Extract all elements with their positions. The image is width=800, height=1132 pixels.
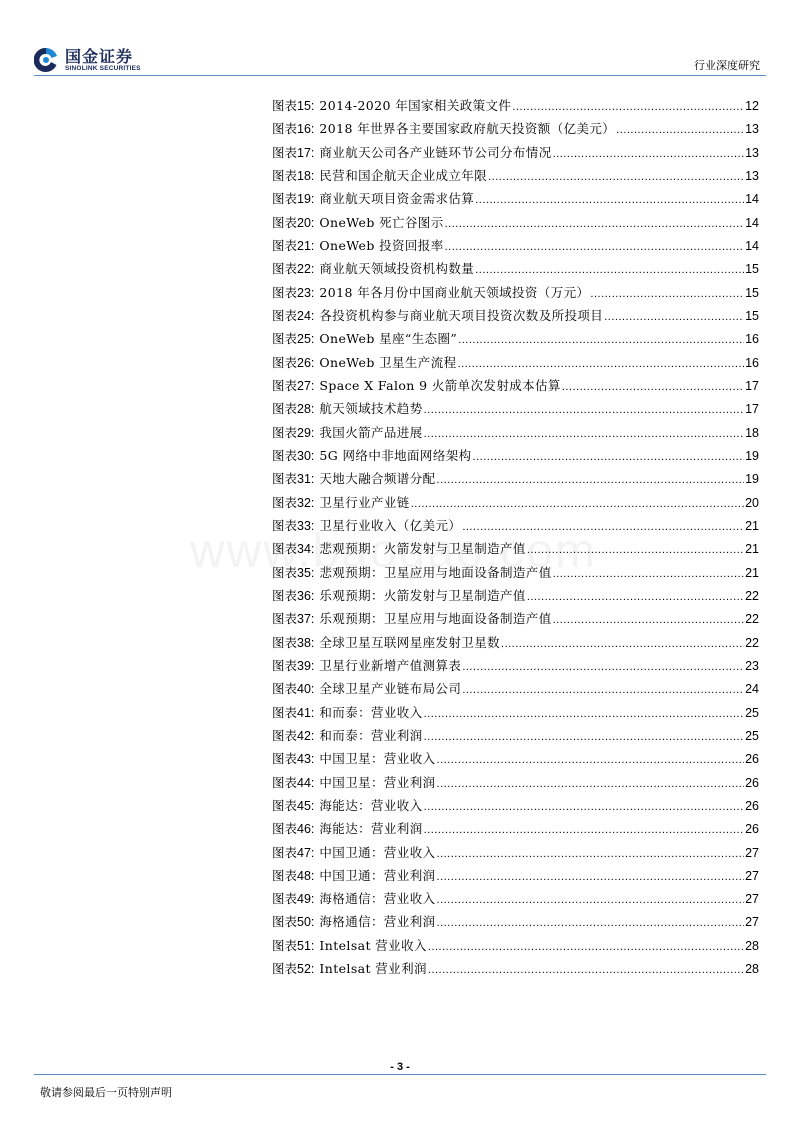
toc-leader-dots (424, 801, 744, 813)
sinolink-logo-icon (34, 47, 58, 73)
logo-chinese-name: 国金证券 (65, 46, 134, 66)
toc-entry-prefix: 图表 (272, 167, 298, 183)
toc-entry-page: 27 (745, 892, 759, 907)
toc-entry[interactable] (272, 376, 759, 399)
toc-entry-title: 海格通信：营业利润 (319, 914, 436, 930)
toc-entry[interactable] (272, 143, 759, 166)
toc-entry-prefix: 图表 (272, 121, 298, 137)
toc-entry-title: 我国火箭产品进展 (319, 424, 423, 440)
toc-entry-number: 30 (297, 448, 311, 463)
toc-entry[interactable] (272, 796, 759, 819)
disclaimer-text: 敬请参阅最后一页特别声明 (40, 1086, 172, 1099)
toc-entry-colon: : (310, 308, 315, 323)
toc-leader-dots (512, 101, 744, 113)
toc-entry-page: 25 (745, 705, 759, 720)
toc-leader-dots (553, 614, 744, 626)
toc-entry-colon: : (310, 425, 315, 440)
toc-entry-number: 18 (297, 168, 311, 183)
toc-entry-number: 17 (297, 145, 311, 160)
toc-entry-number: 29 (297, 425, 311, 440)
toc-leader-dots (428, 964, 744, 976)
toc-entry-title: 中国卫星：营业利润 (319, 774, 436, 790)
toc-entry-prefix: 图表 (272, 144, 298, 160)
toc-entry-page: 27 (745, 915, 759, 930)
toc-entry-prefix: 图表 (272, 424, 298, 440)
toc-leader-dots (527, 544, 744, 556)
toc-leader-dots (437, 754, 745, 766)
toc-leader-dots (553, 148, 744, 160)
toc-entry-title: Space X Falon 9 火箭单次发射成本估算 (319, 377, 561, 393)
toc-entry[interactable] (272, 329, 759, 352)
toc-entry-title: OneWeb 死亡谷图示 (319, 214, 444, 230)
toc-entry-number: 48 (297, 868, 311, 883)
toc-entry-colon: : (310, 332, 315, 347)
toc-entry-number: 50 (297, 915, 311, 930)
toc-entry-title: 民营和国企航天企业成立年限 (319, 167, 488, 183)
toc-entry-prefix: 图表 (272, 681, 298, 697)
toc-entry[interactable] (272, 119, 759, 142)
toc-entry-prefix: 图表 (272, 564, 298, 580)
toc-leader-dots (488, 171, 744, 183)
toc-entry-title: 2014-2020 年国家相关政策文件 (319, 98, 512, 113)
toc-entry-page: 13 (745, 168, 759, 183)
toc-entry-colon: : (310, 682, 315, 697)
toc-entry[interactable] (272, 259, 759, 282)
header-divider (34, 75, 766, 76)
toc-entry[interactable] (272, 959, 759, 982)
toc-entry-number: 21 (297, 238, 311, 253)
toc-entry-page: 14 (745, 192, 759, 207)
toc-entry-number: 36 (297, 588, 311, 603)
toc-entry-prefix: 图表 (272, 611, 298, 627)
toc-entry-number: 35 (297, 565, 311, 580)
toc-entry-page: 22 (745, 635, 759, 650)
toc-entry-page: 14 (745, 215, 759, 230)
toc-entry-title: 乐观预期：卫星应用与地面设备制造产值 (319, 611, 552, 627)
toc-entry-colon: : (310, 728, 315, 743)
toc-leader-dots (458, 334, 744, 346)
toc-entry-page: 25 (745, 728, 759, 743)
toc-entry-title: Intelsat 营业利润 (319, 961, 427, 977)
toc-entry[interactable] (272, 843, 759, 866)
toc-entry-page: 23 (745, 658, 759, 673)
toc-entry-number: 42 (297, 728, 311, 743)
toc-entry-page: 24 (745, 682, 759, 697)
toc-entry-title: 商业航天项目资金需求估算 (319, 191, 475, 207)
toc-entry-page: 15 (745, 308, 759, 323)
toc-entry-page: 28 (745, 938, 759, 953)
toc-entry-prefix: 图表 (272, 797, 298, 813)
toc-entry-title: 中国卫星：营业收入 (319, 751, 436, 767)
toc-leader-dots (462, 684, 744, 696)
toc-entry-title: 商业航天领域投资机构数量 (319, 261, 475, 277)
toc-entry-number: 15 (297, 99, 311, 113)
toc-entry-title: 海能达：营业收入 (319, 797, 423, 813)
toc-leader-dots (562, 381, 744, 393)
toc-entry-colon: : (310, 215, 315, 230)
toc-entry-number: 40 (297, 682, 311, 697)
toc-entry-number: 27 (297, 378, 311, 393)
toc-entry-number: 51 (297, 938, 311, 953)
toc-entry[interactable] (272, 912, 759, 935)
figure-index-list (272, 96, 759, 982)
toc-entry[interactable] (272, 936, 759, 959)
toc-entry-title: 全球卫星互联网星座发射卫星数 (319, 634, 501, 650)
toc-leader-dots (458, 358, 745, 370)
toc-entry-page: 22 (745, 612, 759, 627)
toc-entry-colon: : (310, 495, 315, 510)
toc-entry-colon: : (310, 588, 315, 603)
toc-entry-number: 28 (297, 402, 311, 417)
toc-entry-page: 26 (745, 775, 759, 790)
toc-entry-prefix: 图表 (272, 774, 298, 790)
toc-entry-title: OneWeb 投资回报率 (319, 237, 444, 253)
toc-entry-colon: : (310, 145, 315, 160)
toc-entry-number: 19 (297, 192, 311, 207)
toc-leader-dots (437, 871, 745, 883)
toc-entry[interactable] (272, 516, 759, 539)
toc-entry[interactable] (272, 399, 759, 422)
toc-entry-colon: : (310, 705, 315, 720)
toc-entry-colon: : (310, 355, 315, 370)
toc-entry[interactable] (272, 656, 759, 679)
toc-leader-dots (527, 591, 744, 603)
toc-entry-number: 46 (297, 822, 311, 837)
toc-entry[interactable] (272, 423, 759, 446)
toc-entry-number: 39 (297, 658, 311, 673)
toc-entry[interactable] (272, 236, 759, 259)
toc-entry-prefix: 图表 (272, 517, 298, 533)
toc-entry-colon: : (310, 542, 315, 557)
toc-entry[interactable] (272, 353, 759, 376)
toc-entry-number: 25 (297, 332, 311, 347)
toc-leader-dots (437, 894, 745, 906)
toc-entry-prefix: 图表 (272, 891, 298, 907)
toc-entry-number: 43 (297, 752, 311, 767)
toc-entry-page: 27 (745, 868, 759, 883)
toc-entry-colon: : (310, 262, 315, 277)
toc-entry-prefix: 图表 (272, 751, 298, 767)
toc-entry-number: 22 (297, 262, 311, 277)
toc-entry-prefix: 图表 (272, 867, 298, 883)
toc-entry[interactable] (272, 889, 759, 912)
toc-entry-title: 卫星行业收入（亿美元） (319, 517, 462, 533)
toc-leader-dots (428, 941, 744, 953)
toc-leader-dots (437, 474, 745, 486)
toc-entry-page: 21 (745, 518, 759, 533)
toc-entry-prefix: 图表 (272, 587, 298, 603)
toc-entry-number: 33 (297, 518, 311, 533)
toc-entry-colon: : (310, 938, 315, 953)
toc-entry-page: 27 (745, 845, 759, 860)
toc-entry-colon: : (310, 962, 315, 977)
toc-leader-dots (462, 521, 744, 533)
toc-entry-number: 52 (297, 962, 311, 977)
toc-entry-prefix: 图表 (272, 214, 298, 230)
toc-entry-colon: : (310, 238, 315, 253)
toc-entry-colon: : (310, 845, 315, 860)
toc-entry[interactable] (272, 469, 759, 492)
toc-entry-page: 21 (745, 565, 759, 580)
toc-entry[interactable] (272, 749, 759, 772)
toc-entry-title: 航天领域技术趋势 (319, 401, 423, 417)
toc-entry-number: 23 (297, 285, 311, 300)
toc-entry-page: 19 (745, 472, 759, 487)
toc-entry-title: 悲观预期：火箭发射与卫星制造产值 (319, 541, 526, 557)
toc-leader-dots (473, 451, 745, 463)
toc-leader-dots (424, 708, 744, 720)
toc-entry-prefix: 图表 (272, 937, 298, 953)
toc-entry-title: 和而泰：营业收入 (319, 704, 423, 720)
toc-entry-prefix: 图表 (272, 704, 298, 720)
toc-entry-page: 21 (745, 542, 759, 557)
toc-entry-colon: : (310, 635, 315, 650)
toc-entry-prefix: 图表 (272, 331, 298, 347)
toc-entry-number: 49 (297, 892, 311, 907)
toc-leader-dots (424, 824, 744, 836)
toc-entry-title: 海能达：营业利润 (319, 821, 423, 837)
toc-entry[interactable] (272, 609, 759, 632)
toc-entry-title: 2018 年各月份中国商业航天领域投资（万元） (319, 284, 590, 300)
toc-entry-page: 20 (745, 495, 759, 510)
toc-entry-prefix: 图表 (272, 307, 298, 323)
toc-entry-number: 37 (297, 612, 311, 627)
toc-entry-title: 5G 网络中非地面网络架构 (319, 447, 472, 463)
toc-leader-dots (424, 428, 744, 440)
toc-entry-colon: : (310, 892, 315, 907)
toc-entry-page: 14 (745, 238, 759, 253)
toc-entry-title: 海格通信：营业收入 (319, 891, 436, 907)
toc-leader-dots (590, 288, 744, 300)
toc-entry-page: 15 (745, 285, 759, 300)
toc-entry[interactable] (272, 539, 759, 562)
toc-entry-prefix: 图表 (272, 961, 298, 977)
toc-entry-number: 41 (297, 705, 311, 720)
toc-entry-page: 26 (745, 798, 759, 813)
toc-entry-prefix: 图表 (272, 237, 298, 253)
toc-entry-page: 19 (745, 448, 759, 463)
toc-entry-title: 全球卫星产业链布局公司 (319, 681, 462, 697)
toc-entry-prefix: 图表 (272, 494, 298, 510)
toc-entry-page: 13 (745, 145, 759, 160)
toc-entry-colon: : (310, 798, 315, 813)
toc-entry-prefix: 图表 (272, 541, 298, 557)
toc-entry-page: 18 (745, 425, 759, 440)
toc-entry-title: 乐观预期：火箭发射与卫星制造产值 (319, 587, 526, 603)
toc-entry-colon: : (310, 565, 315, 580)
toc-entry-colon: : (310, 168, 315, 183)
toc-entry-title: 卫星行业新增产值测算表 (319, 657, 462, 673)
toc-entry-number: 45 (297, 798, 311, 813)
toc-entry-page: 13 (745, 122, 759, 137)
toc-entry[interactable] (272, 213, 759, 236)
toc-entry-page: 12 (745, 99, 759, 113)
toc-leader-dots (553, 568, 744, 580)
toc-entry-number: 44 (297, 775, 311, 790)
toc-entry-page: 26 (745, 822, 759, 837)
toc-entry-prefix: 图表 (272, 727, 298, 743)
toc-entry-title: 各投资机构参与商业航天项目投资次数及所投项目 (319, 307, 604, 323)
toc-entry-prefix: 图表 (272, 447, 298, 463)
toc-entry[interactable] (272, 726, 759, 749)
toc-entry-number: 16 (297, 122, 311, 137)
toc-entry-page: 15 (745, 262, 759, 277)
toc-entry-page: 28 (745, 962, 759, 977)
toc-entry-number: 38 (297, 635, 311, 650)
toc-entry-title: 天地大融合频谱分配 (319, 471, 436, 487)
toc-entry-colon: : (310, 518, 315, 533)
toc-entry-page: 16 (745, 332, 759, 347)
toc-leader-dots (437, 848, 745, 860)
toc-leader-dots (437, 917, 745, 929)
toc-entry-title: Intelsat 营业收入 (319, 937, 427, 953)
toc-entry-title: 商业航天公司各产业链环节公司分布情况 (319, 144, 552, 160)
toc-entry-number: 26 (297, 355, 311, 370)
toc-leader-dots (475, 264, 744, 276)
toc-leader-dots (616, 124, 744, 136)
toc-entry-prefix: 图表 (272, 284, 298, 300)
toc-entry-colon: : (310, 472, 315, 487)
toc-entry-colon: : (310, 612, 315, 627)
toc-entry-colon: : (310, 752, 315, 767)
toc-entry-title: OneWeb 卫星生产流程 (319, 354, 457, 370)
toc-entry-page: 17 (745, 378, 759, 393)
toc-leader-dots (462, 661, 744, 673)
toc-entry-colon: : (310, 448, 315, 463)
toc-entry-colon: : (310, 378, 315, 393)
toc-entry-page: 16 (745, 355, 759, 370)
toc-leader-dots (445, 241, 744, 253)
toc-entry[interactable] (272, 703, 759, 726)
toc-entry-title: 中国卫通：营业利润 (319, 867, 436, 883)
toc-entry-prefix: 图表 (272, 844, 298, 860)
toc-entry-title: 卫星行业产业链 (319, 494, 410, 510)
toc-entry[interactable] (272, 189, 759, 212)
toc-entry[interactable] (272, 446, 759, 469)
toc-entry-prefix: 图表 (272, 98, 298, 113)
toc-leader-dots (411, 498, 744, 510)
toc-entry[interactable] (272, 633, 759, 656)
toc-entry[interactable] (272, 306, 759, 329)
toc-entry-number: 31 (297, 472, 311, 487)
toc-entry-prefix: 图表 (272, 634, 298, 650)
toc-entry[interactable] (272, 493, 759, 516)
toc-entry-title: 悲观预期：卫星应用与地面设备制造产值 (319, 564, 552, 580)
toc-entry-number: 20 (297, 215, 311, 230)
toc-entry-colon: : (310, 822, 315, 837)
toc-leader-dots (437, 778, 745, 790)
toc-entry-page: 26 (745, 752, 759, 767)
toc-entry[interactable] (272, 563, 759, 586)
company-logo (34, 45, 141, 75)
toc-leader-dots (475, 194, 744, 206)
toc-entry[interactable] (272, 283, 759, 306)
toc-leader-dots (604, 311, 744, 323)
toc-entry-colon: : (310, 285, 315, 300)
toc-leader-dots (501, 638, 744, 650)
toc-entry-title: 和而泰：营业利润 (319, 727, 423, 743)
toc-entry-prefix: 图表 (272, 914, 298, 930)
toc-entry[interactable] (272, 773, 759, 796)
report-type-label: 行业深度研究 (694, 59, 760, 72)
toc-entry-colon: : (310, 658, 315, 673)
toc-entry[interactable] (272, 96, 759, 119)
toc-entry[interactable] (272, 586, 759, 609)
toc-entry-colon: : (310, 402, 315, 417)
toc-entry-number: 24 (297, 308, 311, 323)
toc-entry-prefix: 图表 (272, 657, 298, 673)
toc-entry-prefix: 图表 (272, 471, 298, 487)
toc-entry-colon: : (310, 868, 315, 883)
toc-entry[interactable] (272, 866, 759, 889)
toc-entry-colon: : (310, 99, 315, 113)
toc-leader-dots (424, 731, 744, 743)
page-number: - 3 - (390, 1061, 410, 1073)
toc-entry-page: 17 (745, 402, 759, 417)
toc-entry-number: 47 (297, 845, 311, 860)
toc-leader-dots (445, 218, 744, 230)
toc-entry-prefix: 图表 (272, 191, 298, 207)
toc-entry[interactable] (272, 819, 759, 842)
footer-divider (34, 1074, 766, 1075)
toc-entry-title: 2018 年世界各主要国家政府航天投资额（亿美元） (319, 121, 616, 137)
toc-entry-title: OneWeb 星座“生态圈” (319, 331, 458, 347)
toc-entry-title: 中国卫通：营业收入 (319, 844, 436, 860)
toc-leader-dots (424, 404, 744, 416)
toc-entry-prefix: 图表 (272, 377, 298, 393)
logo-english-name: SINOLINK SECURITIES (65, 64, 141, 72)
toc-entry-colon: : (310, 775, 315, 790)
toc-entry-colon: : (310, 192, 315, 207)
toc-entry[interactable] (272, 166, 759, 189)
toc-entry-colon: : (310, 122, 315, 137)
toc-entry-page: 22 (745, 588, 759, 603)
toc-entry-prefix: 图表 (272, 261, 298, 277)
toc-entry-prefix: 图表 (272, 401, 298, 417)
page-header (0, 0, 800, 80)
toc-entry-number: 32 (297, 495, 311, 510)
toc-entry-prefix: 图表 (272, 354, 298, 370)
toc-entry[interactable] (272, 679, 759, 702)
toc-entry-number: 34 (297, 542, 311, 557)
toc-entry-colon: : (310, 915, 315, 930)
toc-entry-prefix: 图表 (272, 821, 298, 837)
